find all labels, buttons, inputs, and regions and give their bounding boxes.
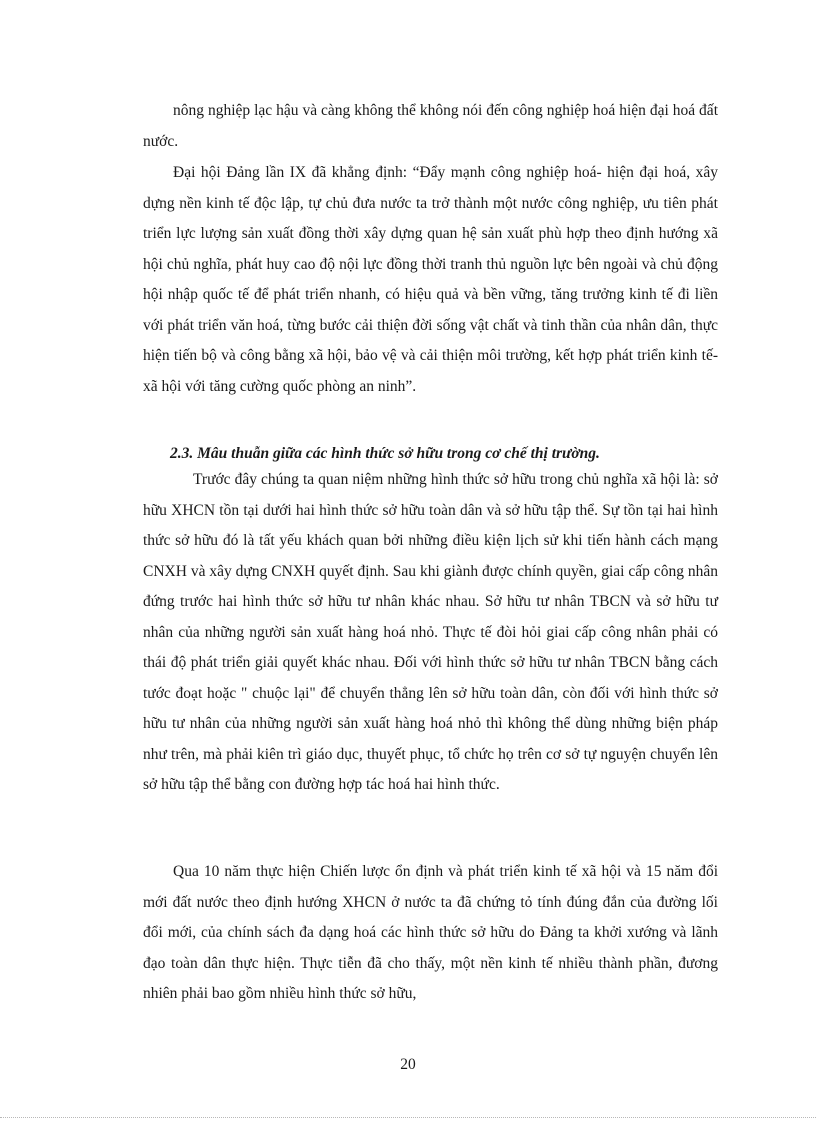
paragraph-ownership-history: Trước đây chúng ta quan niệm những hình thức sở hữu trong chủ nghĩa xã hội là: sở hữu XHCN tồn tại dưới hai hình thức sở hữu toàn dân và sở hữu tập thể. Sự tồn tại hai hình thức sở hữu đó là tất yếu khách quan bởi những điều kiện lịch sử khi tiến hành cách mạng CNXH và xây dựng CNXH quyết định. Sau khi giành được chính quyền, giai cấp công nhân đứng trước hai hình thức sở hữu tư nhân khác nhau. Sở hữu tư nhân TBCN và sở hữu tư nhân của những người sản xuất hàng hoá nhỏ. Thực tế đòi hỏi giai cấp công nhân phải có thái độ phát triển giải quyết khác nhau. Đối với hình thức sở hữu tư nhân TBCN bằng cách tước đoạt hoặc " chuộc lại" để chuyển thẳng lên sở hữu toàn dân, còn đối với hình thức sở hữu tư nhân của những người sản xuất hàng hoá nhỏ thì không thể dùng những biện pháp như trên, mà phải kiên trì giáo dục, thuyết phục, tổ chức họ trên cơ sở tự nguyện chuyển lên sở hữu tập thể bằng con đường hợp tác hoá hai hình thức. (143, 471, 718, 793)
section-heading: 2.3. Mâu thuẫn giữa các hình thức sở hữu trong cơ chế thị trường. (170, 444, 600, 462)
page-bottom-divider (0, 1117, 816, 1118)
paragraph-continuation: nông nghiệp lạc hậu và càng không thể không nói đến công nghiệp hoá hiện đại hoá đất nước. (143, 102, 718, 150)
paragraph-congress-quote: Đại hội Đảng lần IX đã khẳng định: “Đẩy mạnh công nghiệp hoá- hiện đại hoá, xây dựng nền kinh tế độc lập, tự chủ đưa nước ta trở thành một nước công nghiệp, ưu tiên phát triển lực lượng sản xuất đồng thời xây dựng quan hệ sản xuất phù hợp theo định hướng xã hội chủ nghĩa, phát huy cao độ nội lực đồng thời tranh thủ nguồn lực bên ngoài và chủ động hội nhập quốc tế để phát triển nhanh, có hiệu quả và bền vững, tăng trưởng kinh tế đi liền với phát triển văn hoá, từng bước cải thiện đời sống vật chất và tinh thần của nhân dân, thực hiện tiến bộ và công bằng xã hội, bảo vệ và cải thiện môi trường, kết hợp phát triển kinh tế- xã hội với tăng cường quốc phòng an ninh”. (143, 164, 718, 395)
page-number: 20 (400, 1056, 416, 1073)
paragraph-reform-results: Qua 10 năm thực hiện Chiến lược ổn định và phát triển kinh tế xã hội và 15 năm đổi mới đất nước theo định hướng XHCN ở nước ta đã chứng tỏ tính đúng đắn của đường lối đổi mới, của chính sách đa dạng hoá các hình thức sở hữu do Đảng ta khởi xướng và lãnh đạo toàn dân thực hiện. Thực tiễn đã cho thấy, một nền kinh tế nhiều thành phần, đương nhiên phải bao gồm nhiều hình thức sở hữu, (143, 863, 718, 1002)
